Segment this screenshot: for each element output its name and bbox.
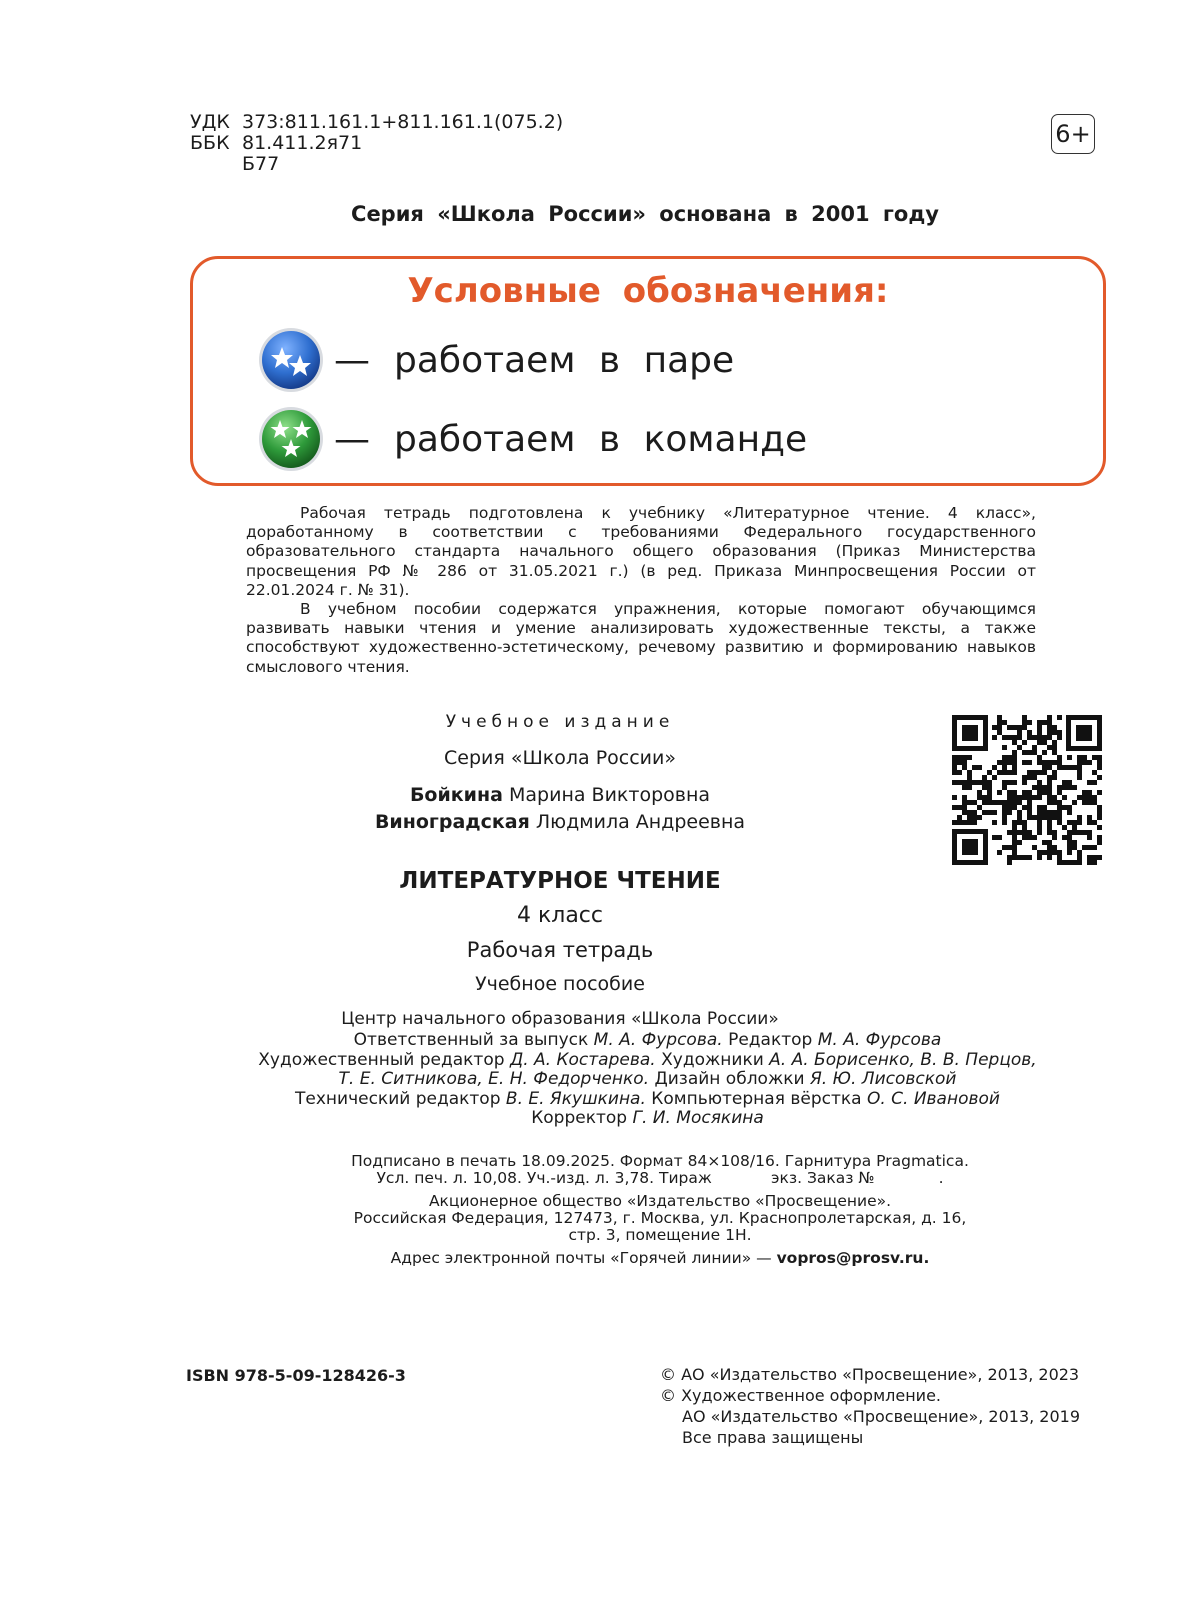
legend-item-team <box>258 404 807 474</box>
print-line: Подписано в печать 18.09.2025. Формат 84×108/16. Гарнитура Pragmatica. <box>351 1152 969 1170</box>
manual-type: Учебное пособие <box>475 973 645 995</box>
grade: 4 класс <box>516 903 603 928</box>
stars-pair-icon <box>258 327 324 393</box>
annotation-paragraph: В учебном пособии содержатся упражнения, которые помогают обучающимся развивать навыки чтения и умение анализировать художественные тексты, а также способствуют художественно-эстетическому, речевому развитию и формированию навыков смыслового чтения. <box>246 600 1036 676</box>
print-line: Акционерное общество «Издательство «Просвещение». <box>428 1192 892 1210</box>
annotation <box>246 504 1036 677</box>
credit-name: М. А. Фурсова. <box>593 1030 723 1050</box>
bbk-label: ББК <box>190 132 230 154</box>
credit-name: В. Е. Якушкина. <box>505 1088 646 1109</box>
copyright-line: © АО «Издательство «Просвещение», 2013, 2023 <box>660 1365 1080 1384</box>
isbn: ISBN 978-5-09-128426-3 <box>186 1366 406 1385</box>
copyright-line: Все права защищены <box>682 1428 864 1447</box>
bbk-value: 81.411.2я71 <box>242 132 363 154</box>
age-rating-badge: 6+ <box>1051 114 1095 154</box>
email-address: vopros@prosv.ru. <box>776 1249 930 1267</box>
qr-code-icon <box>952 715 1102 865</box>
credit-label: Художники <box>661 1049 764 1070</box>
classification-block <box>190 112 563 175</box>
copyright-block <box>660 1364 1080 1448</box>
print-line: стр. 3, помещение 1Н. <box>568 1226 752 1244</box>
stars-team-icon <box>258 406 324 472</box>
series-name: Серия «Школа России» <box>444 747 676 769</box>
legend-dash: — <box>334 339 370 381</box>
udk-label: УДК <box>190 111 230 133</box>
credit-name: Г. И. Мосякина <box>632 1108 764 1128</box>
print-line: Усл. печ. л. 10,08. Уч.-изд. л. 3,78. Тираж экз. Заказ № . <box>376 1169 944 1187</box>
legend-item-pair <box>258 325 734 395</box>
author-2-surname: Виноградская <box>374 811 530 833</box>
publishing-center: Центр начального образования «Школа России» <box>341 1009 779 1029</box>
author-1-surname: Бойкина <box>409 784 503 806</box>
email-label: Адрес электронной почты «Горячей линии» — <box>390 1249 772 1267</box>
hotline-email <box>270 1250 1050 1267</box>
credit-label: Художественный редактор <box>258 1049 505 1070</box>
print-line: Российская Федерация, 127473, г. Москва, ул. Краснопролетарская, д. 16, <box>353 1209 967 1227</box>
author-1-name: Марина Викторовна <box>509 784 711 806</box>
credit-label: Технический редактор <box>295 1088 501 1109</box>
credit-name: Т. Е. Ситникова, Е. Н. Федорченко. <box>338 1069 650 1089</box>
credit-name: М. А. Фурсова <box>817 1030 942 1050</box>
udk-value: 373:811.161.1+811.161.1(075.2) <box>242 111 564 133</box>
author-1 <box>190 784 930 806</box>
legend-dash: — <box>334 418 370 460</box>
author-2-name: Людмила Андреевна <box>535 811 746 833</box>
legend-title: Условные обозначения: <box>407 271 889 311</box>
credit-name: А. А. Борисенко, В. В. Перцов, <box>769 1049 1037 1070</box>
book-type: Рабочая тетрадь <box>466 938 654 962</box>
credit-label: Корректор <box>531 1108 628 1128</box>
annotation-paragraph: Рабочая тетрадь подготовлена к учебнику «Литературное чтение. 4 класс», доработанному в соответствии с требованиями Федерального государственного образовательного стандарта начального общего образования (Приказ Министерства просвещения РФ № 286 от 31.05.2021 г.) (в ред. Приказа Минпросвещения России от 22.01.2024 г. № 31). <box>246 504 1036 599</box>
author-mark: Б77 <box>242 153 280 175</box>
edition-type: Учебное издание <box>445 712 675 732</box>
copyright-line: © Художественное оформление. <box>660 1386 941 1405</box>
credit-label: Ответственный за выпуск <box>353 1030 589 1050</box>
legend-box <box>190 256 1106 486</box>
credit-label: Редактор <box>728 1030 813 1050</box>
credits <box>190 1031 1105 1129</box>
legend-text-team: работаем в команде <box>394 418 808 460</box>
credit-label: Компьютерная вёрстка <box>651 1088 862 1109</box>
credit-name: Я. Ю. Лисовской <box>810 1069 957 1089</box>
print-info <box>270 1153 1050 1267</box>
credit-name: Д. А. Костарева. <box>509 1049 656 1070</box>
credit-name: О. С. Ивановой <box>866 1088 1000 1109</box>
author-2 <box>190 811 930 833</box>
credit-label: Дизайн обложки <box>654 1069 805 1089</box>
legend-text-pair: работаем в паре <box>394 339 735 381</box>
book-title: ЛИТЕРАТУРНОЕ ЧТЕНИЕ <box>399 868 721 894</box>
series-founded: Серия «Школа России» основана в 2001 году <box>351 202 939 226</box>
copyright-line: АО «Издательство «Просвещение», 2013, 2019 <box>682 1407 1081 1426</box>
